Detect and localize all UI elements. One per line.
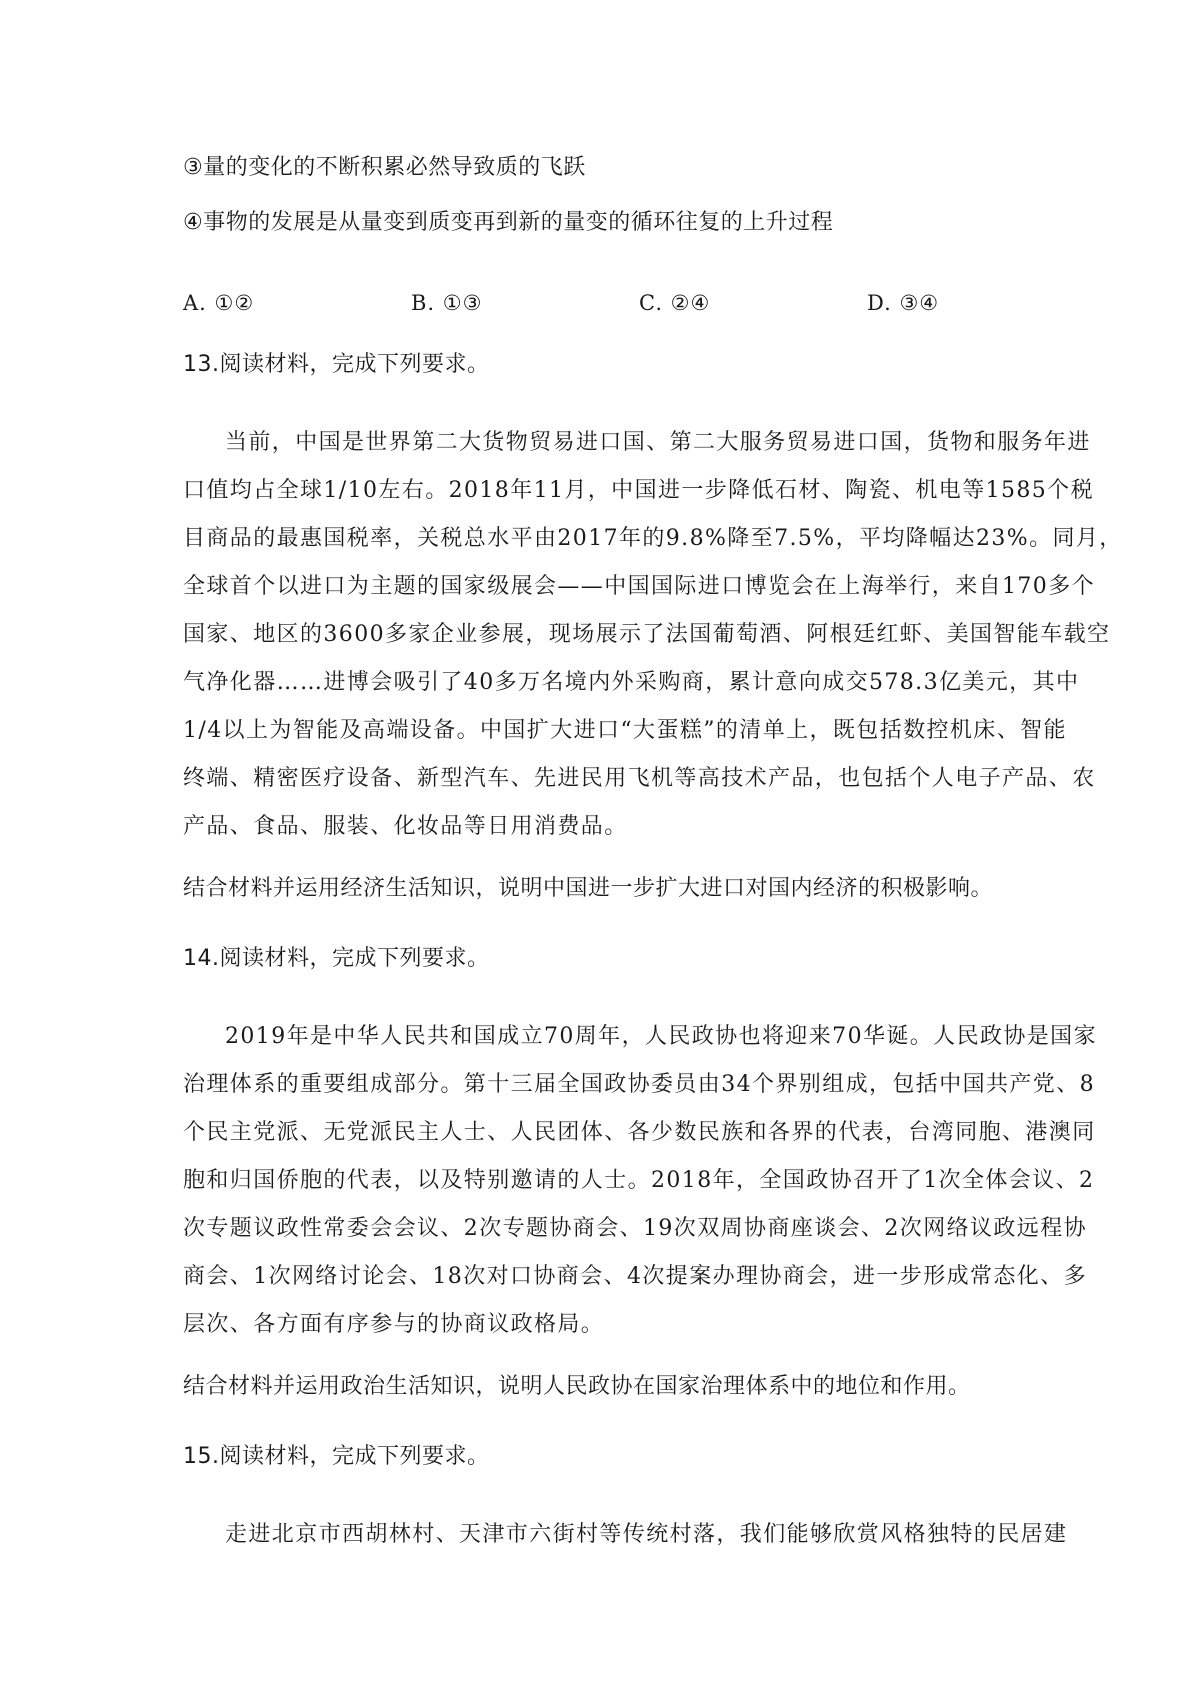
q13-material-line: 产品、食品、服装、化妆品等日用消费品。 bbox=[183, 814, 628, 839]
q14-material-line: 商会、1次网络讨论会、18次对口协商会、4次提案办理协商会，进一步形成常态化、多 bbox=[183, 1264, 1087, 1289]
q14-material-line: 胞和归国侨胞的代表，以及特别邀请的人士。2018年，全国政协召开了1次全体会议、2 bbox=[183, 1168, 1095, 1193]
q14-material-line: 治理体系的重要组成部分。第十三届全国政协委员由34个界别组成，包括中国共产党、8 bbox=[183, 1072, 1095, 1097]
q13-material-line: 当前，中国是世界第二大货物贸易进口国、第二大服务贸易进口国，货物和服务年进 bbox=[225, 430, 1091, 455]
question-14-title: 14.阅读材料，完成下列要求。 bbox=[183, 946, 490, 971]
q15-material-line: 走进北京市西胡林村、天津市六街村等传统村落，我们能够欣赏风格独特的民居建 bbox=[225, 1522, 1068, 1547]
q14-material-line: 层次、各方面有序参与的协商议政格局。 bbox=[183, 1312, 605, 1337]
q13-material-line: 全球首个以进口为主题的国家级展会——中国国际进口博览会在上海举行，来自170多个 bbox=[183, 574, 1095, 599]
q13-material-line: 目商品的最惠国税率，关税总水平由2017年的9.8%降至7.5%，平均降幅达23%。同月， bbox=[183, 526, 1123, 551]
q13-material-line: 国家、地区的3600多家企业参展，现场展示了法国葡萄酒、阿根廷红虾、美国智能车载空 bbox=[183, 622, 1111, 647]
q13-material-line: 1/4以上为智能及高端设备。中国扩大进口“大蛋糕”的清单上，既包括数控机床、智能 bbox=[183, 718, 1067, 743]
statement-3: ③量的变化的不断积累必然导致质的飞跃 bbox=[183, 155, 586, 180]
option-d: D. ③④ bbox=[867, 291, 940, 315]
question-15-title: 15.阅读材料，完成下列要求。 bbox=[183, 1444, 490, 1469]
q14-material-line: 次专题议政性常委会会议、2次专题协商会、19次双周协商座谈会、2次网络议政远程协 bbox=[183, 1216, 1087, 1241]
q13-material-line: 口值均占全球1/10左右。2018年11月，中国进一步降低石材、陶瓷、机电等1585个税 bbox=[183, 478, 1094, 503]
statement-4: ④事物的发展是从量变到质变再到新的量变的循环往复的上升过程 bbox=[183, 210, 834, 235]
option-b: B. ①③ bbox=[411, 291, 483, 315]
q13-material-line: 终端、精密医疗设备、新型汽车、先进民用飞机等高技术产品，也包括个人电子产品、农 bbox=[183, 766, 1096, 791]
q14-material-line: 2019年是中华人民共和国成立70周年，人民政协也将迎来70华诞。人民政协是国家 bbox=[225, 1024, 1097, 1049]
q13-question: 结合材料并运用经济生活知识，说明中国进一步扩大进口对国内经济的积极影响。 bbox=[183, 876, 994, 901]
q14-question: 结合材料并运用政治生活知识，说明人民政协在国家治理体系中的地位和作用。 bbox=[183, 1374, 971, 1399]
q13-material-line: 气净化器……进博会吸引了40多万名境内外采购商，累计意向成交578.3亿美元，其中 bbox=[183, 670, 1080, 695]
q14-material-line: 个民主党派、无党派民主人士、人民团体、各少数民族和各界的代表，台湾同胞、港澳同 bbox=[183, 1120, 1096, 1145]
question-13-title: 13.阅读材料，完成下列要求。 bbox=[183, 352, 490, 377]
option-c: C. ②④ bbox=[639, 291, 711, 315]
answer-options bbox=[183, 288, 1023, 322]
option-a: A. ①② bbox=[183, 291, 255, 315]
